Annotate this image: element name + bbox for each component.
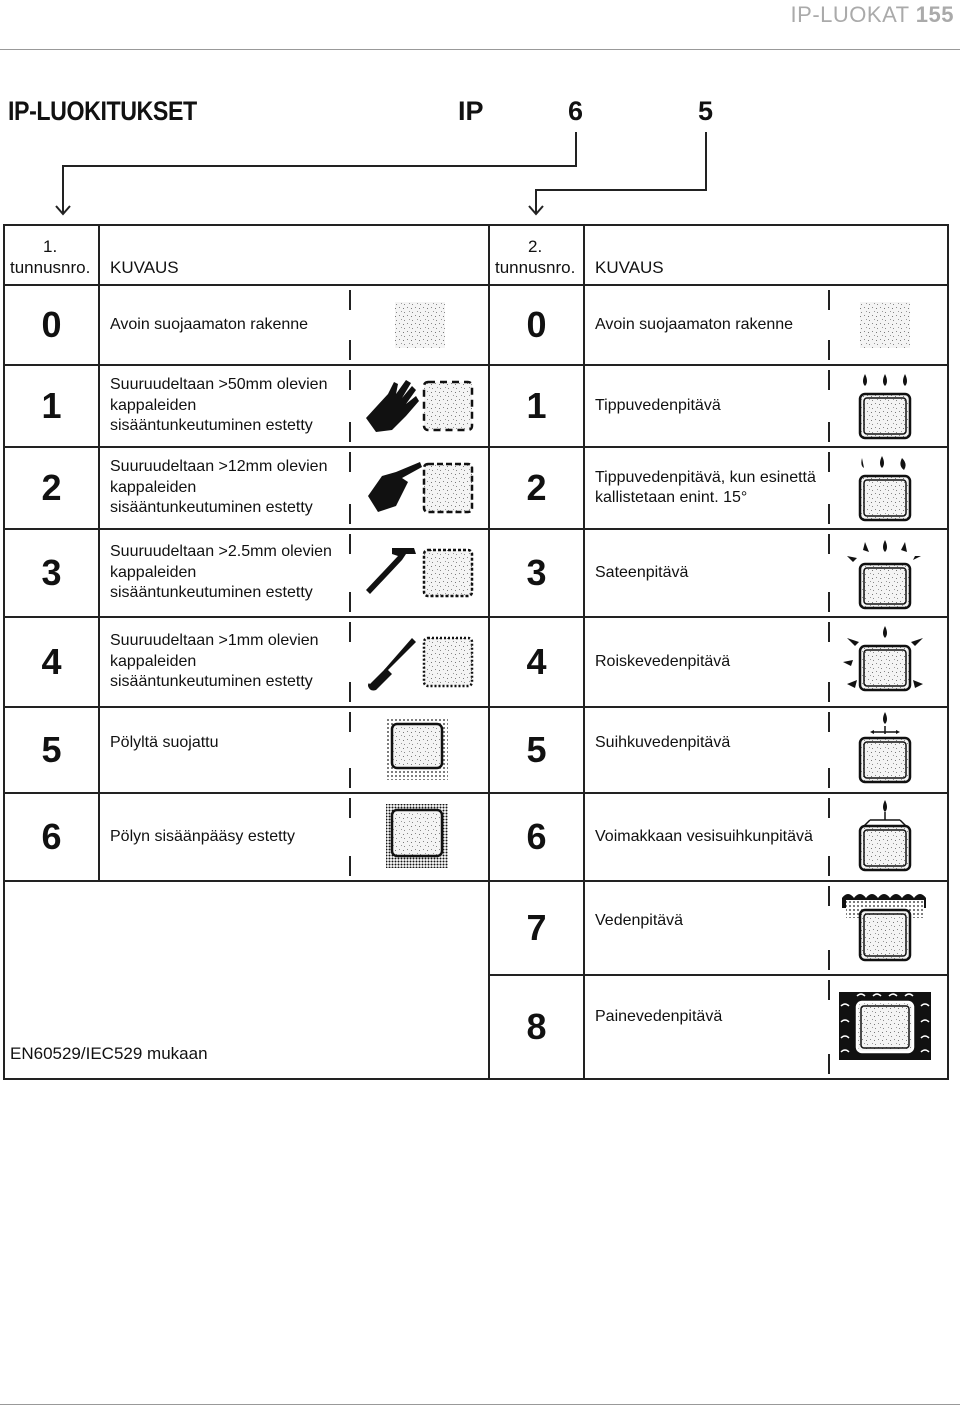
liquid-number: 0 [489,285,584,365]
liquid-number: 1 [489,365,584,447]
first-desc-header: KUVAUS [99,225,489,285]
liquid-number: 5 [489,707,584,793]
liquid-number: 2 [489,447,584,529]
table-row [4,707,948,793]
liquid-description: Tippuvedenpitävä, kun esinettä kallistetaan enint. 15° [595,468,816,506]
solid-description: Suuruudeltaan >2.5mm olevien kappaleiden sisääntunkeutuminen estetty [110,543,332,602]
liquid-description-cell [584,447,948,529]
finger-icon [368,462,422,512]
solid-number: 2 [4,447,99,529]
solid-description-cell [99,447,489,529]
box-dotted-icon [424,550,472,596]
table-row [4,529,948,617]
liquid-description: Sateenpitävä [595,563,689,581]
liquid-description-cell [584,881,948,975]
liquid-description: Suihkuvedenpitävä [595,733,731,751]
first-number-header-2: tunnusnro. [10,258,91,277]
table-row [4,285,948,365]
box-dotted-icon [424,638,472,686]
solid-number: 6 [4,793,99,881]
digit-connector-arrows [0,0,960,230]
liquid-description-cell [584,975,948,1079]
solid-description-cell [99,707,489,793]
ip-second-digit: 5 [698,96,714,126]
footer-rule [0,1404,960,1405]
liquid-number: 3 [489,529,584,617]
solid-description-cell [99,793,489,881]
solid-description-cell [99,617,489,707]
solid-description: Suuruudeltaan >12mm olevien kappaleiden sisääntunkeutuminen estetty [110,458,328,517]
liquid-description-cell [584,529,948,617]
liquid-description: Vedenpitävä [595,911,684,929]
table-row [4,447,948,529]
liquid-description: Tippuvedenpitävä [595,396,721,414]
arrow-second-digit [536,132,706,214]
ip-first-digit: 6 [568,96,584,126]
page-title: IP-LUOKITUKSET [8,96,197,126]
screwdriver-icon [368,638,416,691]
arrow-first-digit [63,132,576,214]
solid-number: 5 [4,707,99,793]
second-number-header-2: tunnusnro. [495,258,576,277]
solid-description-cell [99,285,489,365]
table-row [4,365,948,447]
box-dashed-icon [424,464,472,512]
solid-description: Pölyn sisäänpääsy estetty [110,827,295,845]
box-dashed-icon [424,382,472,430]
solid-number: 1 [4,365,99,447]
solid-description-cell [99,529,489,617]
ip-table [3,224,949,1080]
hand-icon [366,380,419,432]
liquid-description-cell [584,707,948,793]
liquid-description-cell [584,617,948,707]
solid-description-cell [99,365,489,447]
liquid-number: 8 [489,975,584,1079]
liquid-description: Voimakkaan vesisuihkunpitävä [595,827,813,845]
second-desc-header: KUVAUS [584,225,948,285]
ip-prefix: IP [458,96,484,126]
table-row [4,793,948,881]
solid-description: Avoin suojaamaton rakenne [110,315,309,333]
hammer-icon [366,548,416,594]
table-row [4,617,948,707]
table-row [4,881,948,975]
solid-description: Suuruudeltaan >1mm olevien kappaleiden sisääntunkeutuminen estetty [110,632,319,691]
liquid-description: Roiskevedenpitävä [595,652,731,670]
solid-number: 0 [4,285,99,365]
liquid-number: 4 [489,617,584,707]
liquid-description: Avoin suojaamaton rakenne [595,315,794,333]
solid-description: Suuruudeltaan >50mm olevien kappaleiden sisääntunkeutuminen estetty [110,376,328,435]
page-number: 155 [915,2,954,27]
first-number-header-1: 1. [43,237,58,256]
liquid-description-cell [584,365,948,447]
footnote: EN60529/IEC529 mukaan [4,881,489,1079]
liquid-description-cell [584,285,948,365]
tilted-drip-icon [850,452,920,524]
liquid-description-cell [584,793,948,881]
section-name: IP-LUOKAT [790,2,910,27]
solid-description: Pölyltä suojattu [110,733,219,751]
liquid-number: 7 [489,881,584,975]
second-number-header-1: 2. [528,237,543,256]
table-header-row [4,225,948,285]
solid-number: 4 [4,617,99,707]
liquid-number: 6 [489,793,584,881]
solid-number: 3 [4,529,99,617]
liquid-description: Painevedenpitävä [595,1007,723,1025]
